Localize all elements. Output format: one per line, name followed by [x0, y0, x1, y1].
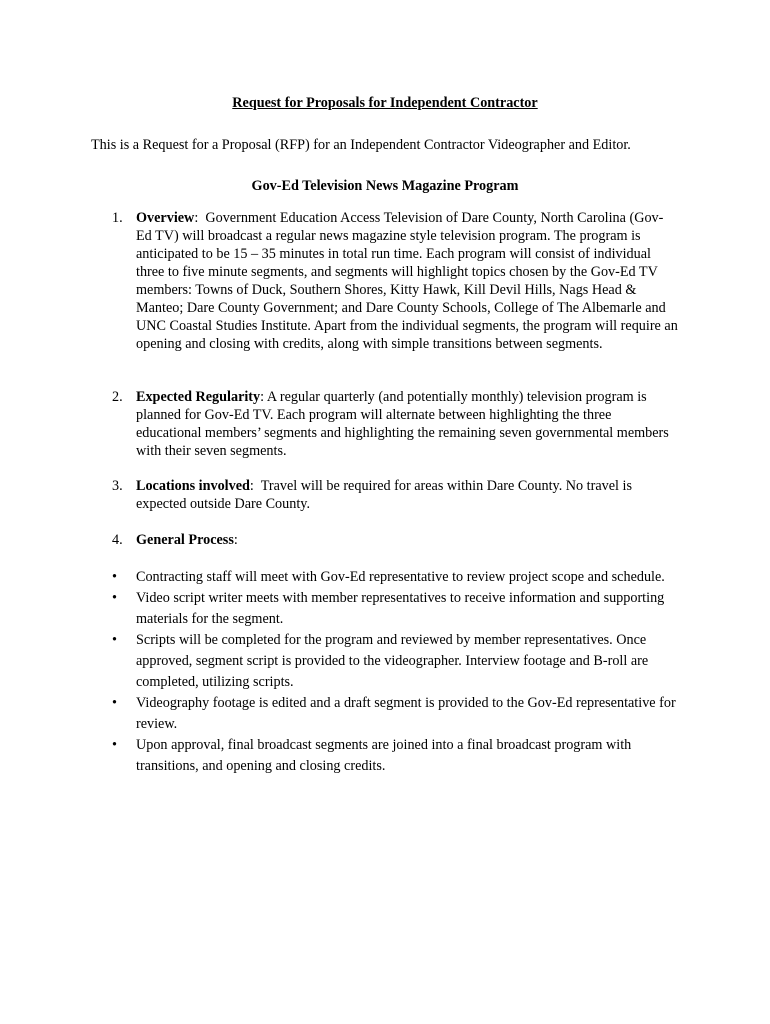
- section-heading: General Process: [136, 532, 234, 548]
- section-text: [136, 531, 678, 549]
- list-item: [112, 630, 687, 693]
- list-item-text: Video script writer meets with member representatives to receive information and supporting materials for the segment.: [136, 590, 665, 627]
- section-locations-involved: [112, 477, 678, 513]
- list-item-text: Scripts will be completed for the program and reviewed by member representatives. Once approved, segment script is provided to the videographer. Interview footage and B-roll are completed, utilizing scripts.: [136, 632, 649, 690]
- section-expected-regularity: [112, 388, 678, 460]
- list-item: [112, 693, 687, 735]
- list-item: [112, 588, 687, 630]
- section-body: Government Education Access Television of Dare County, North Carolina (Gov-Ed TV) will broadcast a regular news magazine style television program. The program is anticipated to be 15 – 35 minutes in total run time. Each program will consist of individual three to five minute segments, and segments will highlight topics chosen by the Gov-Ed TV members: Towns of Duck, Southern Shores, Kitty Hawk, Kill Devil Hills, Nags Head & Manteo; Dare County Government; and Dare County Schools, College of The Albemarle and UNC Coastal Studies Institute. Apart from the individual segments, the program will require an opening and closing with credits, along with simple transitions between segments.: [136, 210, 678, 352]
- bullet-icon: •: [112, 569, 117, 585]
- section-separator: :: [194, 210, 206, 226]
- section-text: [136, 388, 678, 460]
- section-separator: :: [233, 532, 238, 548]
- section-number: 1.: [112, 210, 123, 226]
- list-item: [112, 735, 687, 777]
- section-separator: :: [260, 389, 267, 405]
- section-text: [136, 477, 678, 513]
- section-heading: Overview: [136, 210, 195, 226]
- process-bullet-list: [112, 567, 687, 777]
- list-item-text: Upon approval, final broadcast segments are joined into a final broadcast program with transitions, and opening and closing credits.: [136, 737, 632, 774]
- section-heading: Expected Regularity: [136, 389, 261, 405]
- section-number: 2.: [112, 389, 123, 405]
- bullet-icon: •: [112, 737, 117, 753]
- bullet-icon: •: [112, 695, 117, 711]
- section-separator: :: [249, 478, 261, 494]
- section-overview: [112, 209, 678, 353]
- list-item-text: Contracting staff will meet with Gov-Ed representative to review project scope and schedule.: [136, 569, 665, 585]
- section-heading: Locations involved: [136, 478, 250, 494]
- document-title: Request for Proposals for Independent Contractor: [232, 95, 538, 111]
- section-body: A regular quarterly (and potentially monthly) television program is planned for Gov-Ed TV. Each program will alternate between highlighting the three educational members’ segments and highlighting the remaining seven governmental members with their seven segments.: [136, 389, 669, 459]
- section-number: 4.: [112, 532, 123, 548]
- program-subtitle: Gov-Ed Television News Magazine Program: [251, 178, 519, 194]
- section-text: [136, 209, 678, 353]
- bullet-icon: •: [112, 632, 117, 648]
- section-number: 3.: [112, 478, 123, 494]
- intro-paragraph: This is a Request for a Proposal (RFP) for an Independent Contractor Videographer and Editor.: [91, 137, 631, 153]
- list-item-text: Videography footage is edited and a draft segment is provided to the Gov-Ed representative for review.: [136, 695, 676, 732]
- bullet-icon: •: [112, 590, 117, 606]
- section-body: Travel will be required for areas within Dare County. No travel is expected outside Dare County.: [136, 478, 632, 512]
- section-general-process: [112, 531, 678, 549]
- list-item: [112, 567, 687, 588]
